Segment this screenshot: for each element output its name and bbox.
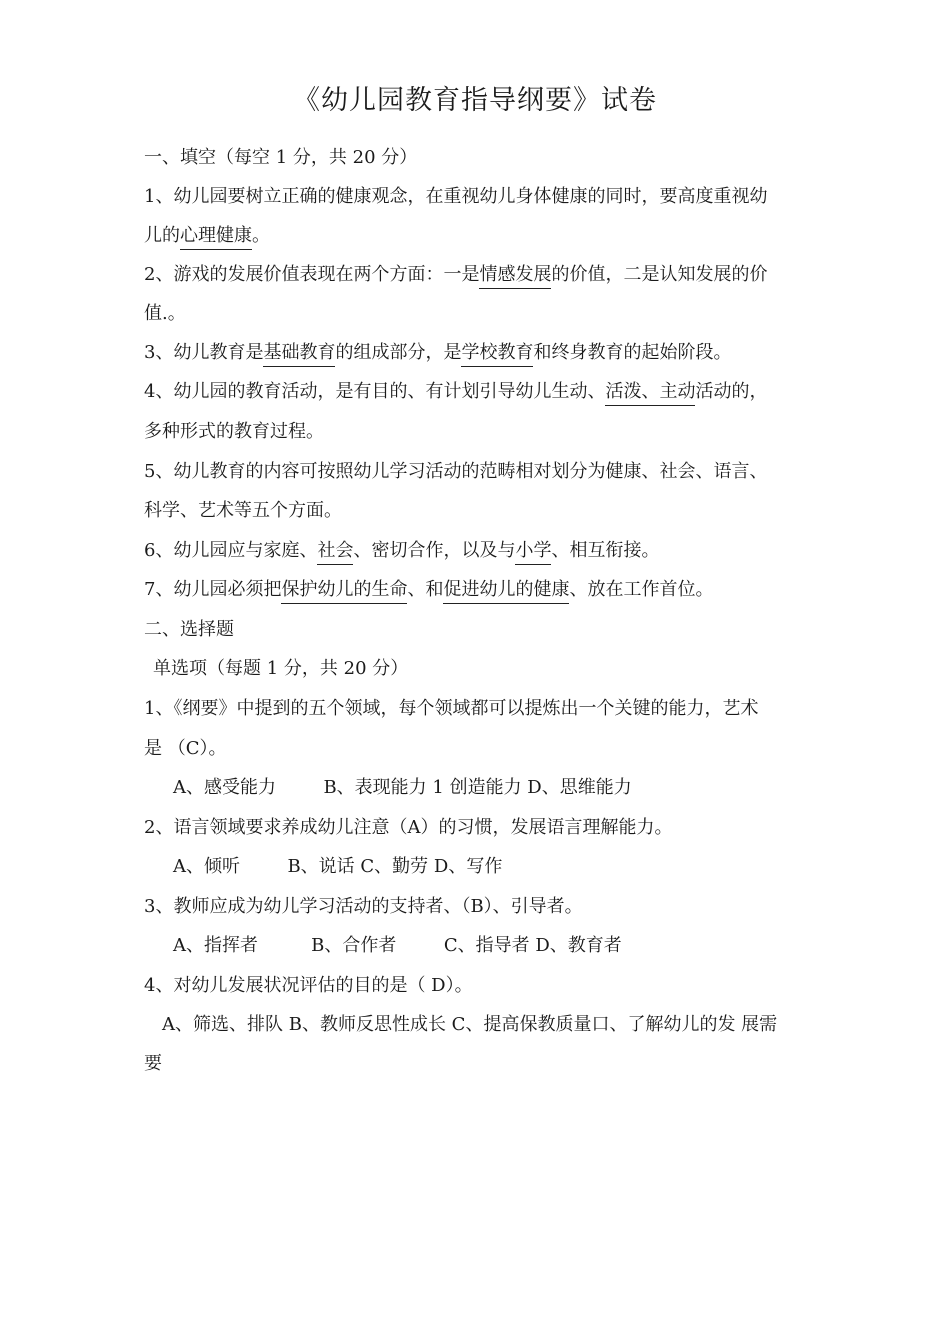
mc-q3-options: A、指挥者 B、合作者 C、指导者 D、教育者 bbox=[173, 935, 622, 956]
section2-subheading: 单选项（每题 1 分，共 20 分） bbox=[153, 658, 409, 679]
q3-line: 3、幼儿教育是基础教育的组成部分，是学校教育和终身教育的起始阶段。 bbox=[144, 341, 731, 365]
q2-line1: 2、游戏的发展价值表现在两个方面：一是情感发展的价值，二是认知发展的价 bbox=[144, 263, 767, 287]
q1-line1: 1、幼儿园要树立正确的健康观念，在重视幼儿身体健康的同时，要高度重视幼 bbox=[144, 186, 768, 207]
document-title: 《幼儿园教育指导纲要》试卷 bbox=[293, 85, 657, 116]
mc-q4-line2: 要 bbox=[144, 1053, 162, 1074]
answer-blank: 活泼、主动 bbox=[605, 381, 695, 406]
section2-heading: 二、选择题 bbox=[144, 619, 234, 640]
answer-blank: 心理健康 bbox=[180, 225, 252, 250]
section1-heading: 一、填空（每空 1 分，共 20 分） bbox=[144, 147, 418, 168]
q2-line2: 值.。 bbox=[144, 303, 186, 324]
mc-q2-line: 2、语言领域要求养成幼儿注意（A）的习惯，发展语言理解能力。 bbox=[144, 817, 673, 838]
mc-q4-options: A、筛选、排队 B、教师反思性成长 C、提高保教质量口、了解幼儿的发 展需 bbox=[162, 1014, 778, 1035]
answer-blank: 基础教育 bbox=[263, 342, 335, 367]
answer-blank: 小学 bbox=[515, 540, 551, 565]
mc-q2-options: A、倾听 B、说话 C、勤劳 D、写作 bbox=[173, 856, 503, 877]
q5-line2: 科学、艺术等五个方面。 bbox=[144, 500, 342, 521]
mc-q1-line1: 1、《纲要》中提到的五个领域，每个领域都可以提炼出一个关键的能力，艺术 bbox=[144, 698, 759, 719]
answer-blank: 学校教育 bbox=[461, 342, 533, 367]
answer-blank: 社会 bbox=[317, 540, 353, 565]
answer-blank: 促进幼儿的健康 bbox=[443, 579, 569, 604]
mc-q4-line: 4、对幼儿发展状况评估的目的是（ D）。 bbox=[144, 975, 473, 996]
q7-line: 7、幼儿园必须把保护幼儿的生命、和促进幼儿的健康、放在工作首位。 bbox=[144, 578, 713, 602]
q4-line2: 多种形式的教育过程。 bbox=[144, 421, 324, 442]
q1-line2: 儿的心理健康。 bbox=[144, 224, 270, 248]
mc-q1-options: A、感受能力 B、表现能力 1 创造能力 D、思维能力 bbox=[173, 777, 632, 798]
q5-line1: 5、幼儿教育的内容可按照幼儿学习活动的范畴相对划分为健康、社会、语言、 bbox=[144, 461, 768, 482]
q6-line: 6、幼儿园应与家庭、社会、密切合作，以及与小学、相互衔接。 bbox=[144, 539, 659, 563]
answer-blank: 情感发展 bbox=[479, 264, 551, 289]
mc-q3-line: 3、教师应成为幼儿学习活动的支持者、（B）、引导者。 bbox=[144, 896, 583, 917]
q4-line1: 4、幼儿园的教育活动，是有目的、有计划引导幼儿生动、活泼、主动活动的， bbox=[144, 380, 767, 404]
answer-blank: 保护幼儿的生命 bbox=[281, 579, 407, 604]
mc-q1-line2: 是 （C）。 bbox=[144, 738, 227, 759]
